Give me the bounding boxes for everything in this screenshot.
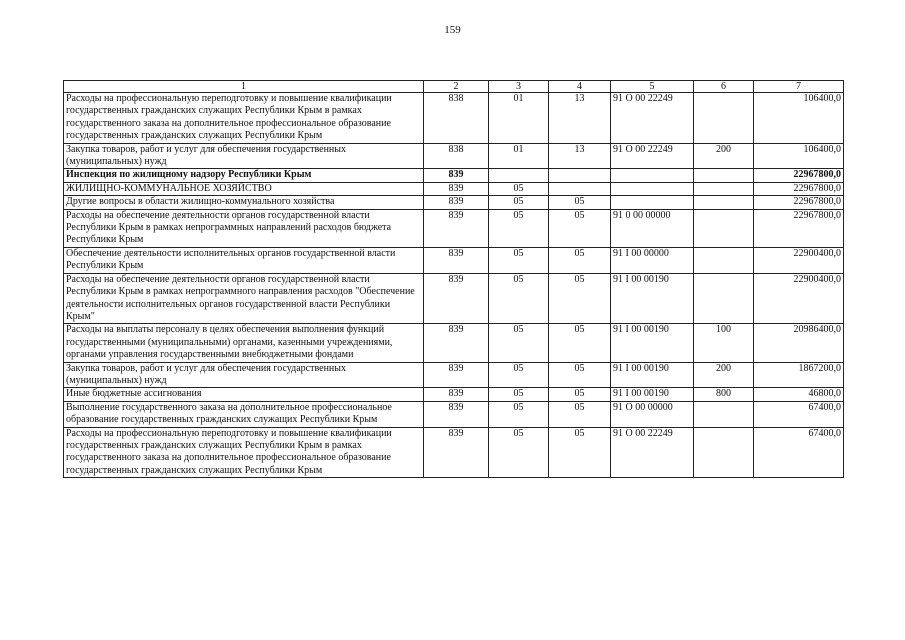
expense-type-cell: [694, 169, 754, 182]
expense-name-cell: Иные бюджетные ассигнования: [64, 388, 424, 401]
section-code-cell: 05: [489, 362, 549, 388]
subsection-code-cell: 05: [549, 196, 611, 209]
section-code-cell: 05: [489, 196, 549, 209]
expense-type-cell: 800: [694, 388, 754, 401]
target-article-cell: 91 0 00 00000: [611, 209, 694, 247]
column-header: 5: [611, 81, 694, 93]
subsection-code-cell: 05: [549, 273, 611, 324]
expense-type-cell: [694, 247, 754, 273]
expense-type-cell: [694, 273, 754, 324]
table-row: [64, 93, 844, 144]
page-number: 159: [444, 24, 461, 36]
department-code-cell: 839: [424, 273, 489, 324]
expense-name-cell: Расходы на профессиональную переподготовку и повышение квалификации государственных гражданских служащих Республики Крым в рамках государственного заказа на дополнительное профессиональное образование государственных гражданских служащих Республики Крым: [64, 93, 424, 144]
amount-cell: 106400,0: [754, 93, 844, 144]
table-row: [64, 427, 844, 478]
section-code-cell: 05: [489, 247, 549, 273]
table-row: [64, 196, 844, 209]
column-header: 3: [489, 81, 549, 93]
expense-name-cell: Другие вопросы в области жилищно-коммунального хозяйства: [64, 196, 424, 209]
expense-type-cell: [694, 93, 754, 144]
table-row: [64, 388, 844, 401]
expense-name-cell: ЖИЛИЩНО-КОММУНАЛЬНОЕ ХОЗЯЙСТВО: [64, 182, 424, 195]
expense-name-cell: Закупка товаров, работ и услуг для обеспечения государственных (муниципальных) нужд: [64, 143, 424, 169]
amount-cell: 22900400,0: [754, 247, 844, 273]
subsection-code-cell: 13: [549, 143, 611, 169]
table-header-row: [64, 81, 844, 93]
section-code-cell: 01: [489, 93, 549, 144]
subsection-code-cell: [549, 169, 611, 182]
table-row: [64, 401, 844, 427]
expense-name-cell: Инспекция по жилищному надзору Республики Крым: [64, 169, 424, 182]
department-code-cell: 839: [424, 196, 489, 209]
column-header: 7: [754, 81, 844, 93]
expense-type-cell: [694, 196, 754, 209]
section-code-cell: 01: [489, 143, 549, 169]
target-article-cell: [611, 196, 694, 209]
amount-cell: 22967800,0: [754, 196, 844, 209]
table-row: [64, 209, 844, 247]
table-row: [64, 273, 844, 324]
expense-name-cell: Обеспечение деятельности исполнительных органов государственной власти Республики Крым: [64, 247, 424, 273]
target-article-cell: 91 I 00 00000: [611, 247, 694, 273]
department-code-cell: 839: [424, 362, 489, 388]
department-code-cell: 839: [424, 247, 489, 273]
amount-cell: 22967800,0: [754, 169, 844, 182]
target-article-cell: 91 I 00 00190: [611, 362, 694, 388]
department-code-cell: 839: [424, 169, 489, 182]
department-code-cell: 839: [424, 401, 489, 427]
table-row: [64, 169, 844, 182]
department-code-cell: 839: [424, 388, 489, 401]
table-row: [64, 324, 844, 362]
section-code-cell: 05: [489, 401, 549, 427]
expense-type-cell: [694, 209, 754, 247]
expense-name-cell: Расходы на профессиональную переподготовку и повышение квалификации государственных гражданских служащих Республики Крым в рамках государственного заказа на дополнительное профессиональное образование государственных гражданских служащих Республики Крым: [64, 427, 424, 478]
expense-name-cell: Закупка товаров, работ и услуг для обеспечения государственных (муниципальных) нужд: [64, 362, 424, 388]
section-code-cell: 05: [489, 209, 549, 247]
expense-type-cell: [694, 401, 754, 427]
subsection-code-cell: [549, 182, 611, 195]
budget-table: [63, 80, 844, 478]
section-code-cell: 05: [489, 182, 549, 195]
section-code-cell: 05: [489, 324, 549, 362]
section-code-cell: 05: [489, 427, 549, 478]
subsection-code-cell: 13: [549, 93, 611, 144]
subsection-code-cell: 05: [549, 427, 611, 478]
target-article-cell: [611, 182, 694, 195]
target-article-cell: 91 I 00 00190: [611, 273, 694, 324]
amount-cell: 106400,0: [754, 143, 844, 169]
subsection-code-cell: 05: [549, 388, 611, 401]
section-code-cell: 05: [489, 388, 549, 401]
expense-type-cell: 200: [694, 143, 754, 169]
expense-type-cell: [694, 182, 754, 195]
subsection-code-cell: 05: [549, 247, 611, 273]
expense-type-cell: 200: [694, 362, 754, 388]
target-article-cell: 91 О 00 22249: [611, 93, 694, 144]
expense-name-cell: Расходы на выплаты персоналу в целях обеспечения выполнения функций государственными (муниципальными) органами, казенными учреждениями, органами управления государственными внебюджетными фондами: [64, 324, 424, 362]
column-header: 4: [549, 81, 611, 93]
column-header: 2: [424, 81, 489, 93]
amount-cell: 22967800,0: [754, 182, 844, 195]
column-header: 1: [64, 81, 424, 93]
department-code-cell: 839: [424, 324, 489, 362]
amount-cell: 22900400,0: [754, 273, 844, 324]
amount-cell: 67400,0: [754, 401, 844, 427]
subsection-code-cell: 05: [549, 324, 611, 362]
table-row: [64, 247, 844, 273]
table-row: [64, 143, 844, 169]
expense-type-cell: [694, 427, 754, 478]
expense-type-cell: 100: [694, 324, 754, 362]
section-code-cell: 05: [489, 273, 549, 324]
subsection-code-cell: 05: [549, 362, 611, 388]
target-article-cell: 91 I 00 00190: [611, 388, 694, 401]
amount-cell: 46800,0: [754, 388, 844, 401]
target-article-cell: 91 О 00 00000: [611, 401, 694, 427]
department-code-cell: 839: [424, 182, 489, 195]
amount-cell: 1867200,0: [754, 362, 844, 388]
table-row: [64, 362, 844, 388]
target-article-cell: 91 О 00 22249: [611, 143, 694, 169]
department-code-cell: 839: [424, 209, 489, 247]
target-article-cell: 91 О 00 22249: [611, 427, 694, 478]
expense-name-cell: Расходы на обеспечение деятельности органов государственной власти Республики Крым в рамках непрограммных направлений расходов бюджета Республики Крым: [64, 209, 424, 247]
expense-name-cell: Расходы на обеспечение деятельности органов государственной власти Республики Крым в рамках непрограммного направления расходов "Обеспечение деятельности исполнительных органов государственной власти Республики Крым": [64, 273, 424, 324]
table-row: [64, 182, 844, 195]
expense-name-cell: Выполнение государственного заказа на дополнительное профессиональное образование государственных гражданских служащих Республики Крым: [64, 401, 424, 427]
target-article-cell: 91 I 00 00190: [611, 324, 694, 362]
subsection-code-cell: 05: [549, 401, 611, 427]
section-code-cell: [489, 169, 549, 182]
department-code-cell: 838: [424, 143, 489, 169]
amount-cell: 67400,0: [754, 427, 844, 478]
department-code-cell: 839: [424, 427, 489, 478]
target-article-cell: [611, 169, 694, 182]
subsection-code-cell: 05: [549, 209, 611, 247]
amount-cell: 22967800,0: [754, 209, 844, 247]
amount-cell: 20986400,0: [754, 324, 844, 362]
department-code-cell: 838: [424, 93, 489, 144]
column-header: 6: [694, 81, 754, 93]
